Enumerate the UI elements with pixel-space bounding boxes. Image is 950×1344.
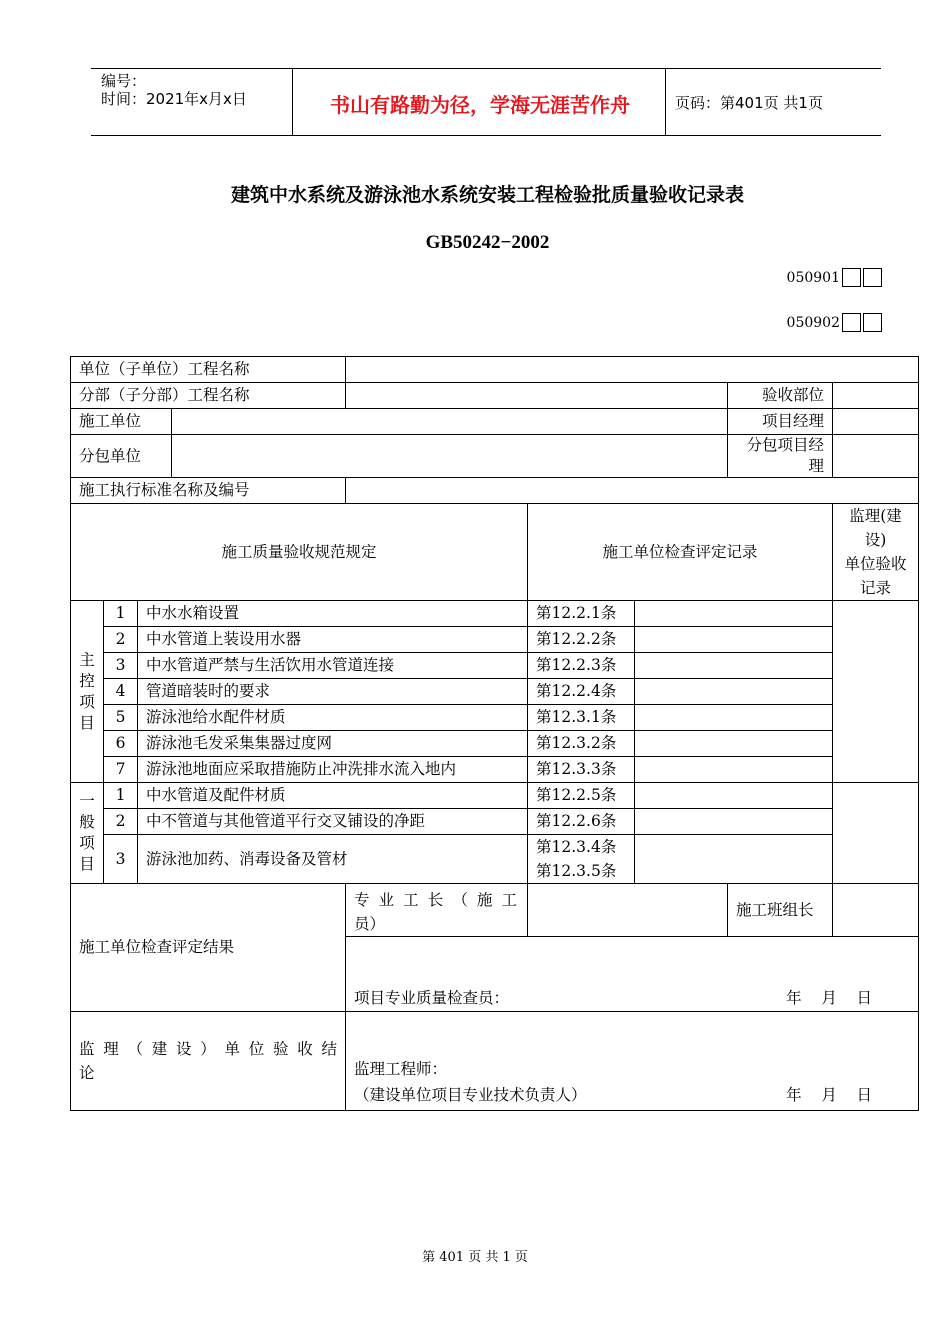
subcontract-unit-field[interactable] [172,435,728,478]
checkbox[interactable] [863,268,882,287]
subcontract-unit-label: 分包单位 [71,435,172,478]
check-record-cell[interactable] [635,653,833,679]
time-label: 时间：2021年x月x日 [101,90,247,108]
standard-name-field[interactable] [346,478,919,504]
item-number: 5 [104,705,138,731]
supervision-header: 监理(建设) 单位验收 记录 [833,504,919,601]
item-number: 3 [104,653,138,679]
quality-inspector-area[interactable] [346,937,919,1012]
header-divider [292,69,293,136]
item-name: 中水管道上装设用水器 [138,627,528,653]
item-clause: 第12.3.2条 [528,731,635,757]
item-number: 4 [104,679,138,705]
checkbox[interactable] [842,313,861,332]
project-manager-label: 项目经理 [728,409,833,435]
number-label: 编号： [101,72,147,90]
item-clause: 第12.2.6条 [528,809,635,835]
check-record-header: 施工单位检查评定记录 [528,504,833,601]
project-manager-field[interactable] [833,409,919,435]
sub-project-name-label: 分部（子分部）工程名称 [71,383,346,409]
owner-tech-label: （建设单位项目专业技术负责人） [354,1086,587,1104]
check-record-cell[interactable] [635,627,833,653]
standard-name-label: 施工执行标准名称及编号 [71,478,346,504]
quality-inspector-label: 项目专业质量检查员： [354,989,510,1007]
code-line-2 [787,313,882,332]
item-name: 中水管道严禁与生活饮用水管道连接 [138,653,528,679]
item-name: 中不管道与其他管道平行交叉铺设的净距 [138,809,528,835]
acceptance-part-field[interactable] [833,383,919,409]
acceptance-part-label: 验收部位 [728,383,833,409]
general-items-group: 一 般 项 目 [71,783,104,884]
checkbox[interactable] [863,313,882,332]
item-number: 2 [104,627,138,653]
code-number: 050902 [786,314,840,331]
item-name: 管道暗装时的要求 [138,679,528,705]
standard-code: GB50242−2002 [425,232,550,253]
header-bottom-rule [91,135,881,136]
team-leader-field[interactable] [833,884,919,937]
check-record-cell[interactable] [635,809,833,835]
main-items-group: 主 控 项 目 [71,601,104,783]
check-record-cell[interactable] [635,731,833,757]
code-number: 050901 [786,269,840,286]
team-leader-label: 施工班组长 [728,884,833,937]
item-number: 2 [104,809,138,835]
item-clause: 第12.3.4条 第12.3.5条 [528,835,635,884]
unit-project-name-label: 单位（子单位）工程名称 [71,357,346,383]
check-record-cell[interactable] [635,757,833,783]
page-info: 页码：第401页 共1页 [675,94,823,112]
check-record-cell[interactable] [635,783,833,809]
item-clause: 第12.2.5条 [528,783,635,809]
item-name: 中水管道及配件材质 [138,783,528,809]
header-top-rule [91,68,881,69]
construction-unit-label: 施工单位 [71,409,172,435]
item-clause: 第12.3.1条 [528,705,635,731]
check-result-label: 施工单位检查评定结果 [71,884,346,1012]
construction-unit-field[interactable] [172,409,728,435]
supervision-engineer-label: 监理工程师： [354,1060,448,1078]
item-clause: 第12.2.2条 [528,627,635,653]
document-title: 建筑中水系统及游泳池水系统安装工程检验批质量验收记录表 [230,184,744,206]
item-clause: 第12.3.3条 [528,757,635,783]
acceptance-form [70,356,919,1111]
subcontract-manager-field[interactable] [833,435,919,478]
item-number: 3 [104,835,138,884]
checkbox[interactable] [842,268,861,287]
supervision-date: 年 月 日 [786,1086,873,1104]
check-record-cell[interactable] [635,705,833,731]
motto: 书山有路勤为径，学海无涯苦作舟 [330,93,630,117]
item-clause: 第12.2.1条 [528,601,635,627]
supervision-signature-area[interactable] [346,1012,919,1111]
foreman-label: 专业工长（施工 员） [346,884,528,937]
item-number: 1 [104,783,138,809]
check-record-cell[interactable] [635,835,833,884]
supervision-record-cell[interactable] [833,783,919,884]
unit-project-name-field[interactable] [346,357,919,383]
spec-header: 施工质量验收规范规定 [71,504,528,601]
check-record-cell[interactable] [635,601,833,627]
supervision-conclusion-label: 监理（建设）单位验收结 论 [71,1012,346,1111]
item-name: 游泳池地面应采取措施防止冲洗排水流入地内 [138,757,528,783]
item-name: 游泳池毛发采集集器过度网 [138,731,528,757]
item-clause: 第12.2.4条 [528,679,635,705]
foreman-field[interactable] [528,884,728,937]
code-line-1 [787,268,882,287]
inspection-date: 年 月 日 [786,989,873,1007]
item-clause: 第12.2.3条 [528,653,635,679]
item-name: 游泳池加药、消毒设备及管材 [138,835,528,884]
check-record-cell[interactable] [635,679,833,705]
item-name: 中水水箱设置 [138,601,528,627]
page-footer: 第 401 页 共 1 页 [422,1250,528,1265]
item-number: 6 [104,731,138,757]
subcontract-manager-label: 分包项目经理 [728,435,833,478]
supervision-record-cell[interactable] [833,601,919,783]
item-number: 1 [104,601,138,627]
item-name: 游泳池给水配件材质 [138,705,528,731]
item-number: 7 [104,757,138,783]
sub-project-name-field[interactable] [346,383,728,409]
